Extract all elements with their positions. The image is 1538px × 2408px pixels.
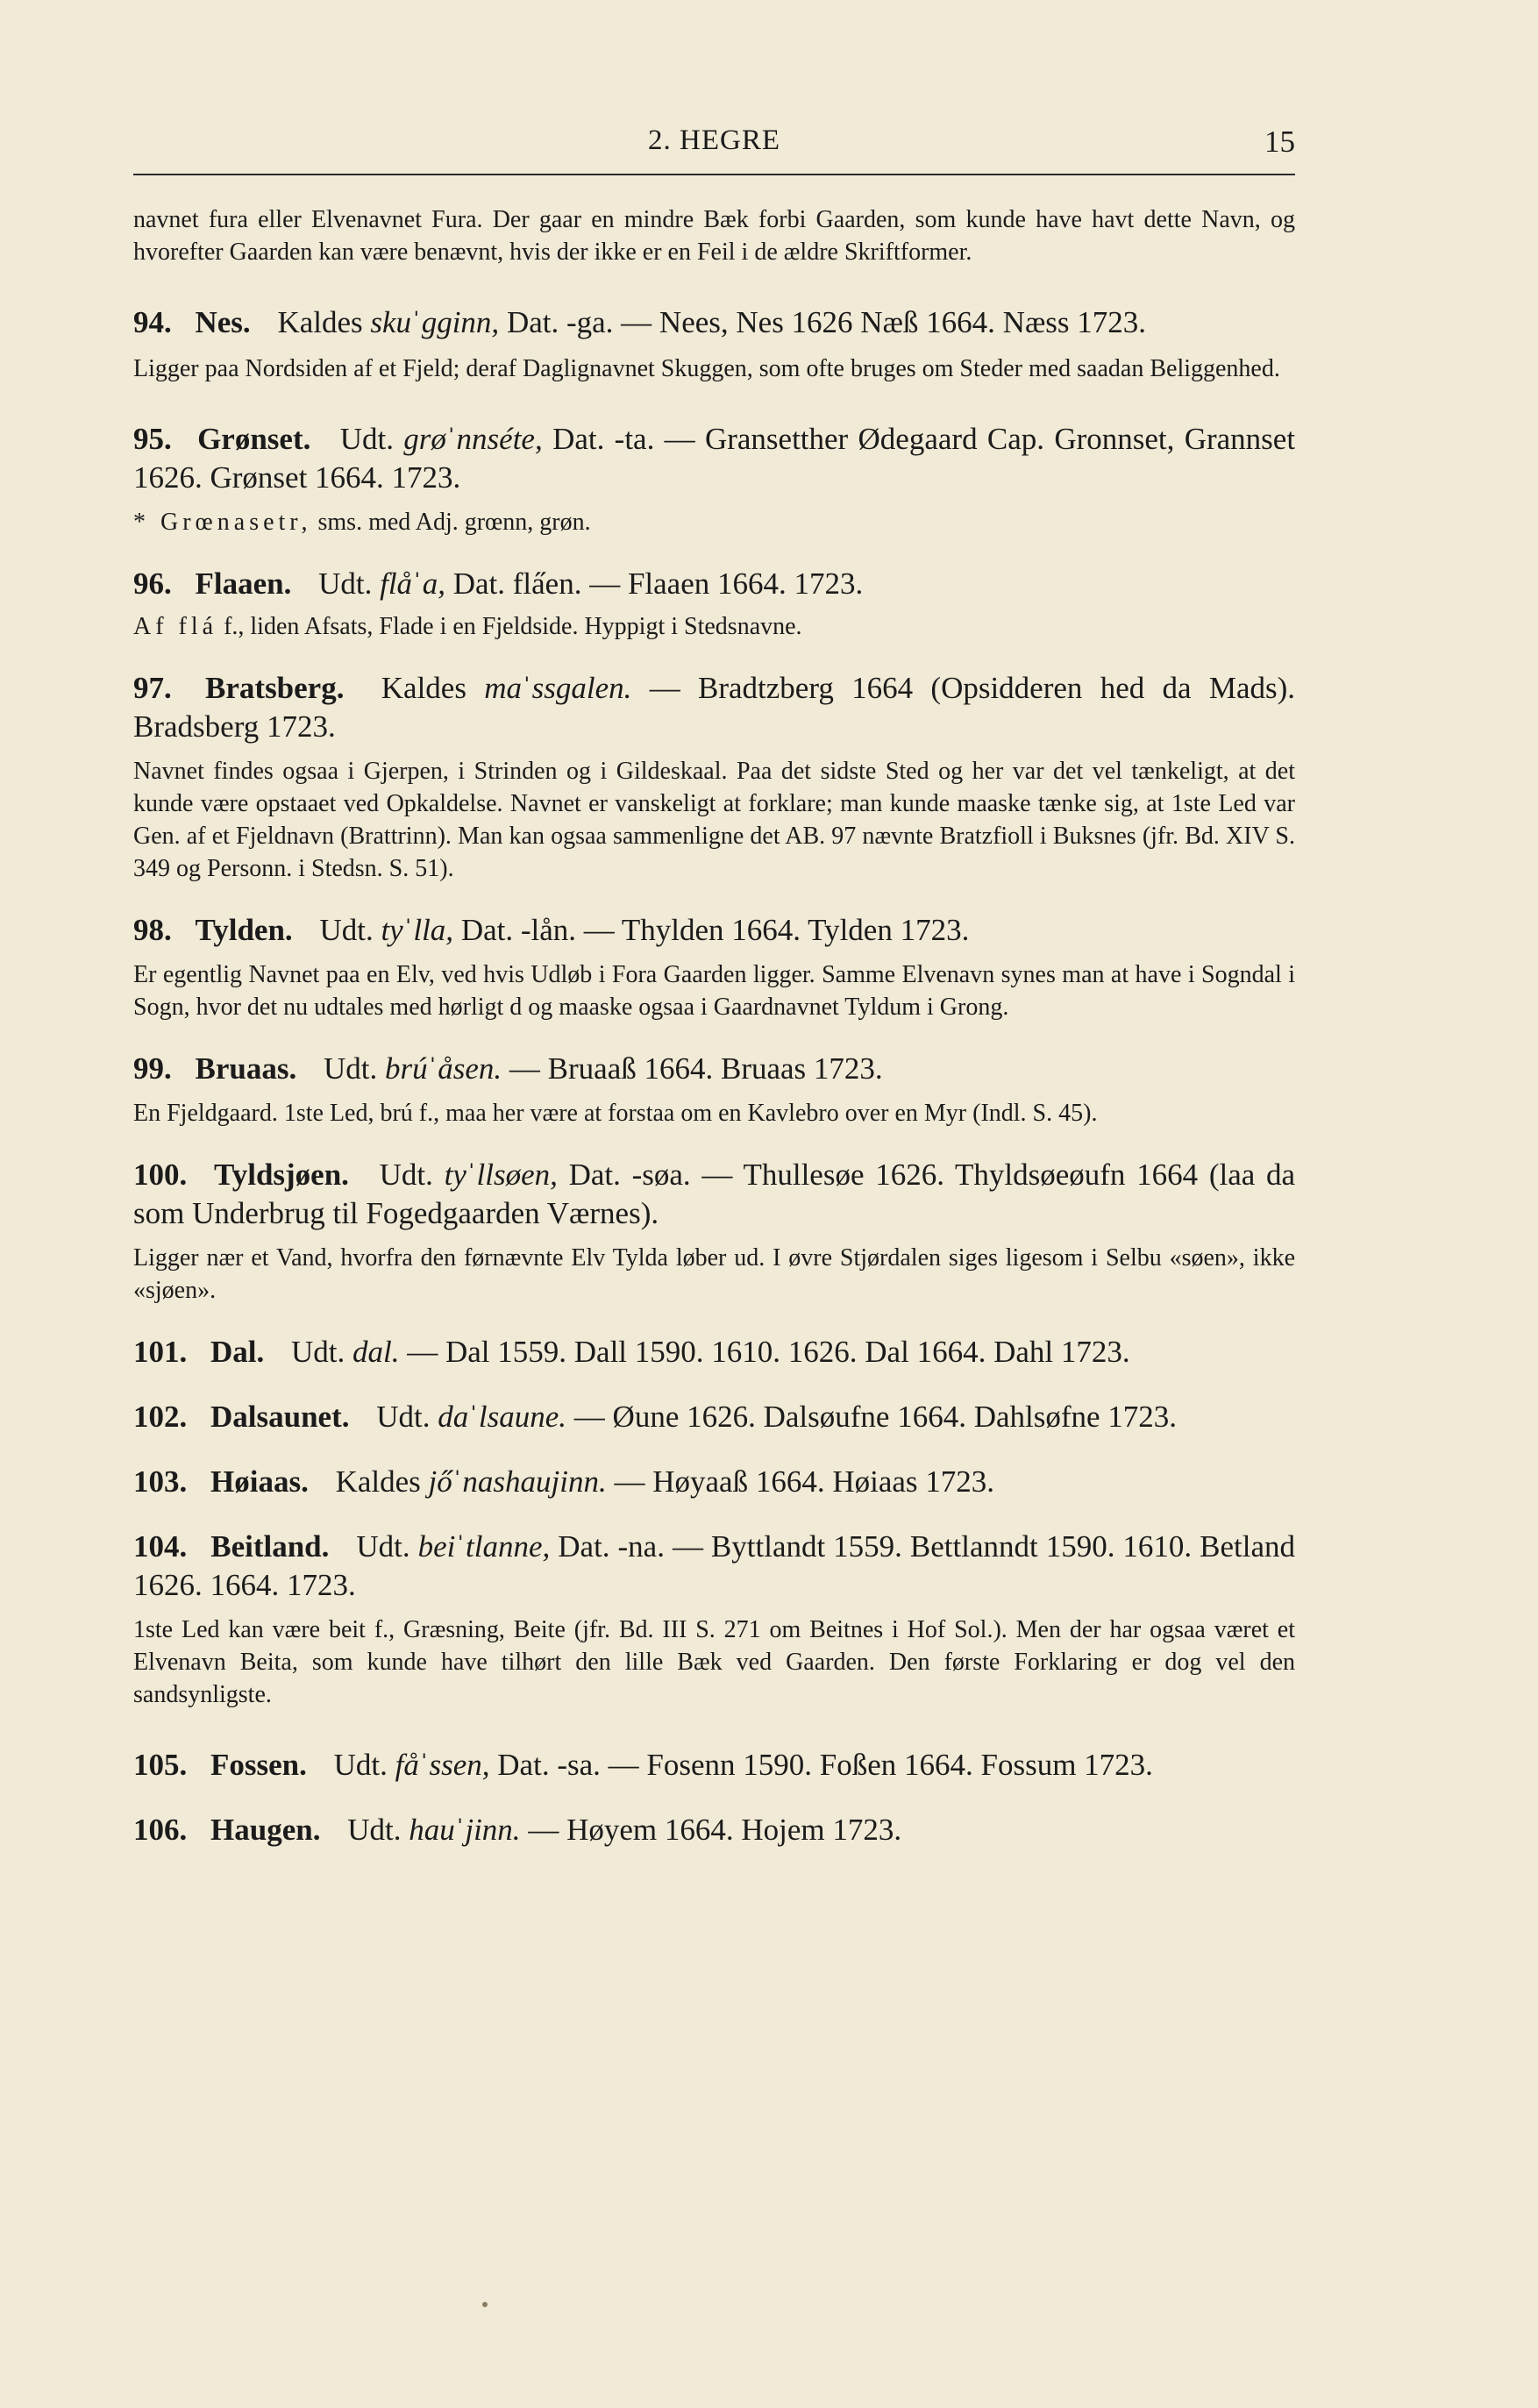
entry-prefix: Udt. bbox=[347, 1813, 402, 1847]
entry-note: Ligger paa Nordsiden af et Fjeld; deraf Daglignavnet Skuggen, som ofte bruges om Steder med saadan Beliggenhed. bbox=[133, 355, 1280, 382]
farm-name: Nes. bbox=[195, 305, 251, 339]
etymon: * Grœnasetr, bbox=[133, 509, 312, 536]
entry-forms: — Bradtzberg 1664 (Opsidderen hed da Mads). Bradsberg 1723. bbox=[133, 671, 1295, 744]
entry-prefix: Udt. bbox=[376, 1400, 431, 1434]
entry-forms: Dat. -lån. — Thylden 1664. Tylden 1723. bbox=[460, 913, 970, 947]
entry-94 bbox=[133, 303, 1295, 385]
entry-prefix: Udt. bbox=[379, 1158, 433, 1192]
entry-number: 102. bbox=[133, 1400, 188, 1434]
entry-note: En Fjeldgaard. 1ste Led, brú f., maa her være at forstaa om en Kavlebro over en Myr (Indl. S. 45). bbox=[133, 1100, 1098, 1127]
entry-number: 106. bbox=[133, 1813, 188, 1847]
article-body bbox=[133, 203, 1295, 1880]
entry-102 bbox=[133, 1398, 1295, 1436]
entry-note bbox=[133, 506, 1295, 538]
entry-number: 97. bbox=[133, 671, 172, 705]
entry-prefix: Udt. bbox=[339, 422, 394, 456]
entry-note: Navnet findes ogsaa i Gjerpen, i Strinden og i Gildeskaal. Paa det sidste Sted og her var det vel tænkeligt, at det kunde være opstaaet ved Opkaldelse. Navnet er vanskeligt at forklare; man kunde maaske tænke sig, at 1ste Led var Gen. af et Fjeldnavn (Brattrinn). Man kan ogsaa sammenligne det AB. 97 nævnte Bratzfioll i Buksnes (jfr. Bd. XIV S. 349 og Personn. i Stedsn. S. 51). bbox=[133, 758, 1295, 882]
entry-number: 103. bbox=[133, 1464, 188, 1499]
entry-heading bbox=[133, 911, 1295, 950]
farm-name: Flaaen. bbox=[195, 566, 292, 601]
entry-note bbox=[133, 610, 1295, 643]
entry-heading bbox=[133, 669, 1295, 746]
pronunciation: skuˈgginn, bbox=[370, 305, 500, 339]
pronunciation: beiˈtlanne, bbox=[417, 1529, 551, 1564]
entry-forms: Dat. -søa. — Thullesøe 1626. Thyldsøeøufn 1664 (laa da som Underbrug til Fogedgaarden Værnes). bbox=[133, 1158, 1296, 1230]
pronunciation: brúˈåsen. bbox=[384, 1051, 502, 1086]
entry-prefix: Kaldes bbox=[381, 671, 466, 705]
farm-name: Høiaas. bbox=[210, 1464, 309, 1499]
intro-paragraph: navnet fura eller Elvenavnet Fura. Der gaar en mindre Bæk forbi Gaarden, som kunde have havt dette Navn, og hvorefter Gaarden kan være benævnt, hvis der ikke er en Feil i de ældre Skriftformer. bbox=[133, 206, 1295, 266]
farm-name: Dalsaunet. bbox=[210, 1400, 350, 1434]
farm-name: Bratsberg. bbox=[205, 671, 345, 705]
running-title: 2. HEGRE bbox=[648, 125, 780, 156]
entry-forms: Dat. -ga. — Nees, Nes 1626 Næß 1664. Næss 1723. bbox=[506, 305, 1147, 339]
entry-number: 101. bbox=[133, 1335, 188, 1369]
entry-forms: — Høyaaß 1664. Høiaas 1723. bbox=[614, 1464, 995, 1499]
entry-number: 99. bbox=[133, 1051, 172, 1086]
page-number: 15 bbox=[1264, 125, 1295, 159]
farm-name: Tyldsjøen. bbox=[213, 1158, 349, 1192]
entry-note: Ligger nær et Vand, hvorfra den førnævnte Elv Tylda løber ud. I øvre Stjørdalen siges ligesom i Selbu «søen», ikke «sjøen». bbox=[133, 1244, 1295, 1304]
farm-name: Fossen. bbox=[210, 1748, 307, 1782]
entry-number: 96. bbox=[133, 566, 172, 601]
pronunciation: maˈssgalen. bbox=[484, 671, 632, 705]
farm-name: Dal. bbox=[210, 1335, 265, 1369]
entry-heading bbox=[133, 1156, 1295, 1233]
entry-heading bbox=[133, 420, 1295, 497]
entry-note: Er egentlig Navnet paa en Elv, ved hvis Udløb i Fora Gaarden ligger. Samme Elvenavn synes man at have i Sogndal i Sogn, hvor det nu udtales med hørligt d og maaske ogsaa i Gaardnavnet Tyldum i Grong. bbox=[133, 961, 1295, 1021]
entry-prefix: Kaldes bbox=[277, 305, 363, 339]
entry-forms: Dat. fla̋en. — Flaaen 1664. 1723. bbox=[452, 566, 864, 601]
farm-name: Beitland. bbox=[210, 1529, 330, 1564]
entry-100 bbox=[133, 1156, 1295, 1307]
entry-heading bbox=[133, 1050, 1295, 1088]
entry-prefix: Udt. bbox=[291, 1335, 345, 1369]
pronunciation: jőˈnashaujinn. bbox=[428, 1464, 607, 1499]
entry-number: 95. bbox=[133, 422, 172, 456]
entry-number: 98. bbox=[133, 913, 172, 947]
entry-heading bbox=[133, 565, 1295, 603]
entry-note-text: f., liden Afsats, Flade i en Fjeldside. Hyppigt i Stedsnavne. bbox=[224, 613, 802, 640]
entry-prefix: Udt. bbox=[356, 1529, 410, 1564]
pronunciation: fåˈssen, bbox=[395, 1748, 490, 1782]
entry-prefix: Kaldes bbox=[335, 1464, 421, 1499]
pronunciation: hauˈjinn. bbox=[409, 1813, 521, 1847]
running-header bbox=[133, 121, 1295, 175]
entry-106 bbox=[133, 1811, 1295, 1849]
entry-101 bbox=[133, 1333, 1295, 1371]
entry-95 bbox=[133, 420, 1295, 538]
entry-98 bbox=[133, 911, 1295, 1023]
entry-prefix: Udt. bbox=[318, 566, 373, 601]
entry-heading bbox=[133, 303, 1295, 342]
entry-99 bbox=[133, 1050, 1295, 1129]
entry-prefix: Udt. bbox=[333, 1748, 388, 1782]
entry-prefix: Udt. bbox=[323, 1051, 378, 1086]
pronunciation: daˈlsaune. bbox=[438, 1400, 567, 1434]
entry-forms: — Høyem 1664. Hojem 1723. bbox=[528, 1813, 902, 1847]
entry-forms: Dat. -na. — Byttlandt 1559. Bettlanndt 1590. 1610. Betland 1626. 1664. 1723. bbox=[133, 1529, 1296, 1602]
etymon: Af flá bbox=[133, 613, 218, 640]
entry-96 bbox=[133, 565, 1295, 643]
entry-103 bbox=[133, 1463, 1295, 1501]
entry-105 bbox=[133, 1746, 1295, 1785]
pronunciation: tyˈlla, bbox=[381, 913, 454, 947]
entry-forms: — Dal 1559. Dall 1590. 1610. 1626. Dal 1664. Dahl 1723. bbox=[407, 1335, 1130, 1369]
pronunciation: grøˈnnséte, bbox=[403, 422, 543, 456]
entry-number: 94. bbox=[133, 305, 172, 339]
entry-97 bbox=[133, 669, 1295, 885]
entry-forms: — Øune 1626. Dalsøufne 1664. Dahlsøfne 1723. bbox=[573, 1400, 1178, 1434]
entry-forms: — Bruaaß 1664. Bruaas 1723. bbox=[509, 1051, 883, 1086]
farm-name: Bruaas. bbox=[195, 1051, 297, 1086]
entry-forms: Dat. -ta. — Gransetther Ødegaard Cap. Gronnset, Grannset 1626. Grønset 1664. 1723. bbox=[133, 422, 1296, 495]
pronunciation: dal. bbox=[352, 1335, 400, 1369]
ink-blot bbox=[482, 2302, 488, 2307]
farm-name: Tylden. bbox=[195, 913, 293, 947]
entry-forms: Dat. -sa. — Fosenn 1590. Foßen 1664. Fossum 1723. bbox=[497, 1748, 1153, 1782]
farm-name: Haugen. bbox=[210, 1813, 321, 1847]
farm-name: Grønset. bbox=[197, 422, 311, 456]
entry-104 bbox=[133, 1528, 1295, 1711]
entry-note: 1ste Led kan være beit f., Græsning, Beite (jfr. Bd. III S. 271 om Beitnes i Hof Sol.). Men der har ogsaa været et Elvenavn Beita, som kunde have tilhørt den lille Bæk ved Gaarden. Den første Forklaring er dog vel den sandsynligste. bbox=[133, 1616, 1295, 1708]
pronunciation: tyˈllsøen, bbox=[444, 1158, 558, 1192]
entry-number: 100. bbox=[133, 1158, 188, 1192]
entry-prefix: Udt. bbox=[319, 913, 374, 947]
pronunciation: flåˈa, bbox=[380, 566, 445, 601]
entry-number: 105. bbox=[133, 1748, 188, 1782]
entry-note-text: sms. med Adj. grœnn, grøn. bbox=[317, 509, 591, 536]
entry-heading bbox=[133, 1528, 1295, 1605]
entry-number: 104. bbox=[133, 1529, 188, 1564]
